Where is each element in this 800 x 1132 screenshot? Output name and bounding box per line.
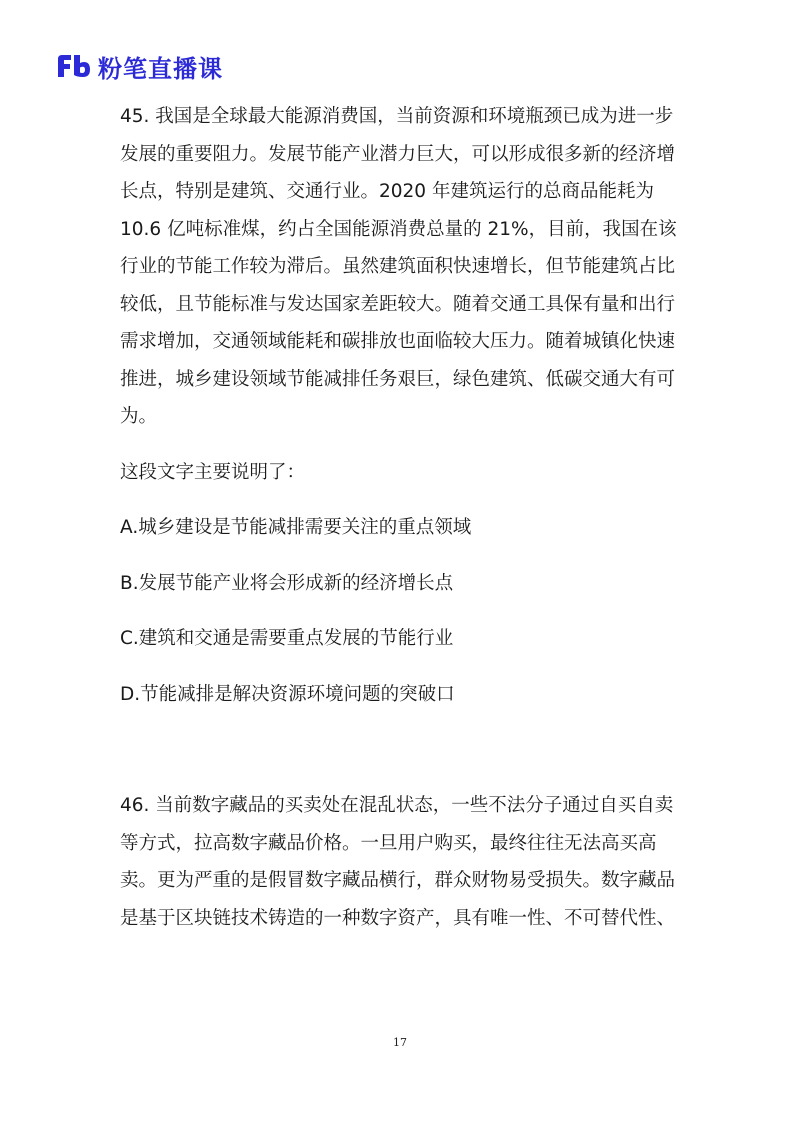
option-a: A.城乡建设是节能减排需要关注的重点领域 (120, 517, 472, 538)
question-46-stem: 46. 当前数字藏品的买卖处在混乱状态，一些不法分子通过自买自卖等方式，拉高数字藏品价格。一旦用户购买，最终往往无法高买高卖。更为严重的是假冒数字藏品横行，群众财物易受损失。数字藏品是基于区块链技术铸造的一种数字资产，具有唯一性、不可替代性、 (120, 795, 676, 929)
brand-name: 粉笔直播课 (98, 54, 223, 83)
option-c: C.建筑和交通是需要重点发展的节能行业 (120, 628, 454, 649)
page-content (120, 98, 685, 937)
brand-logo (56, 50, 223, 82)
page-number: 17 (393, 1036, 407, 1049)
option-b: B.发展节能产业将会形成新的经济增长点 (120, 572, 454, 594)
question-45-stem: 45. 我国是全球最大能源消费国，当前资源和环境瓶颈已成为进一步发展的重要阻力。发展节能产业潜力巨大，可以形成很多新的经济增长点，特别是建筑、交通行业。2020 年建筑运行的总商品能耗为 10.6 亿吨标准煤，约占全国能源消费总量的 21%，目前，我国在该行业的节能工作较为滞后。虽然建筑面积快速增长，但节能建筑占比较低，且节能标准与发达国家差距较大。随着交通工具保有量和出行需求增加，交通领域能耗和碳排放也面临较大压力。随着城镇化快速推进，城乡建设领域节能减排任务艰巨，绿色建筑、低碳交通大有可为。 (120, 106, 677, 427)
question-45-prompt: 这段文字主要说明了： (120, 461, 306, 483)
option-d: D.节能减排是解决资源环境问题的突破口 (120, 683, 455, 705)
fb-logo-icon (56, 52, 92, 80)
